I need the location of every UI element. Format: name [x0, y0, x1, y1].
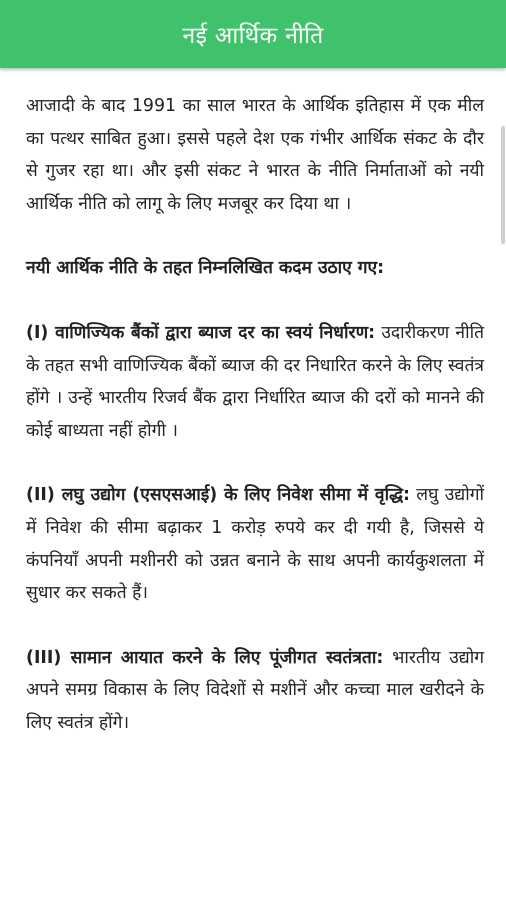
section-paragraph	[26, 642, 484, 740]
scrollbar[interactable]	[500, 68, 506, 900]
article-scroll-area[interactable]	[0, 68, 506, 900]
section-subheading: नयी आर्थिक नीति के तहत निम्नलिखित कदम उठाए गए:	[26, 258, 385, 279]
page-title: नई आर्थिक नीति	[182, 23, 324, 49]
article-body	[0, 68, 506, 740]
section-text: लघु उद्योगों में निवेश की सीमा बढ़ाकर 1 करोड़ रुपये कर दी गयी है, जिससे ये कंपनियाँ अपनी मशीनरी को उन्नत बनाने के साथ अपनी कार्यकुशलता में सुधार कर सकते हैं।	[26, 485, 484, 604]
section-paragraph	[26, 479, 484, 609]
section-text: उदारीकरण नीति के तहत सभी वाणिज्यिक बैंकों ब्याज की दर निधारित करने के लिए स्वतंत्र होंगे । उन्हें भारतीय रिजर्व बैंक द्वारा निर्धारित ब्याज की दरों को मानने की कोई बाध्यता नहीं होगी ।	[26, 322, 485, 441]
intro-paragraph: आजादी के बाद 1991 का साल भारत के आर्थिक इतिहास में एक मील का पत्थर साबित हुआ। इससे पहले देश एक गंभीर आर्थिक संकट के दौर से गुजर रहा था। और इसी संकट ने भारत के नीति निर्माताओं को नयी आर्थिक नीति को लागू के लिए मजबूर कर दिया था ।	[26, 96, 484, 214]
section-title: (III) सामान आयात करने के लिए पूंजीगत स्वतंत्रता:	[26, 647, 384, 668]
section-text: भारतीय उद्योग अपने समग्र विकास के लिए विदेशों से मशीनें और कच्चा माल खरीदने के लिए स्वतंत्र होंगे।	[26, 647, 485, 733]
scrollbar-thumb[interactable]	[501, 126, 505, 244]
section-title: (I) वाणिज्यिक बैंकों द्वारा ब्याज दर का स्वयं निर्धारण:	[26, 322, 376, 343]
section-paragraph	[26, 317, 484, 447]
section-title: (II) लघु उद्योग (एसएसआई) के लिए निवेश सीमा में वृद्धि:	[26, 485, 410, 506]
app-bar	[0, 0, 506, 68]
